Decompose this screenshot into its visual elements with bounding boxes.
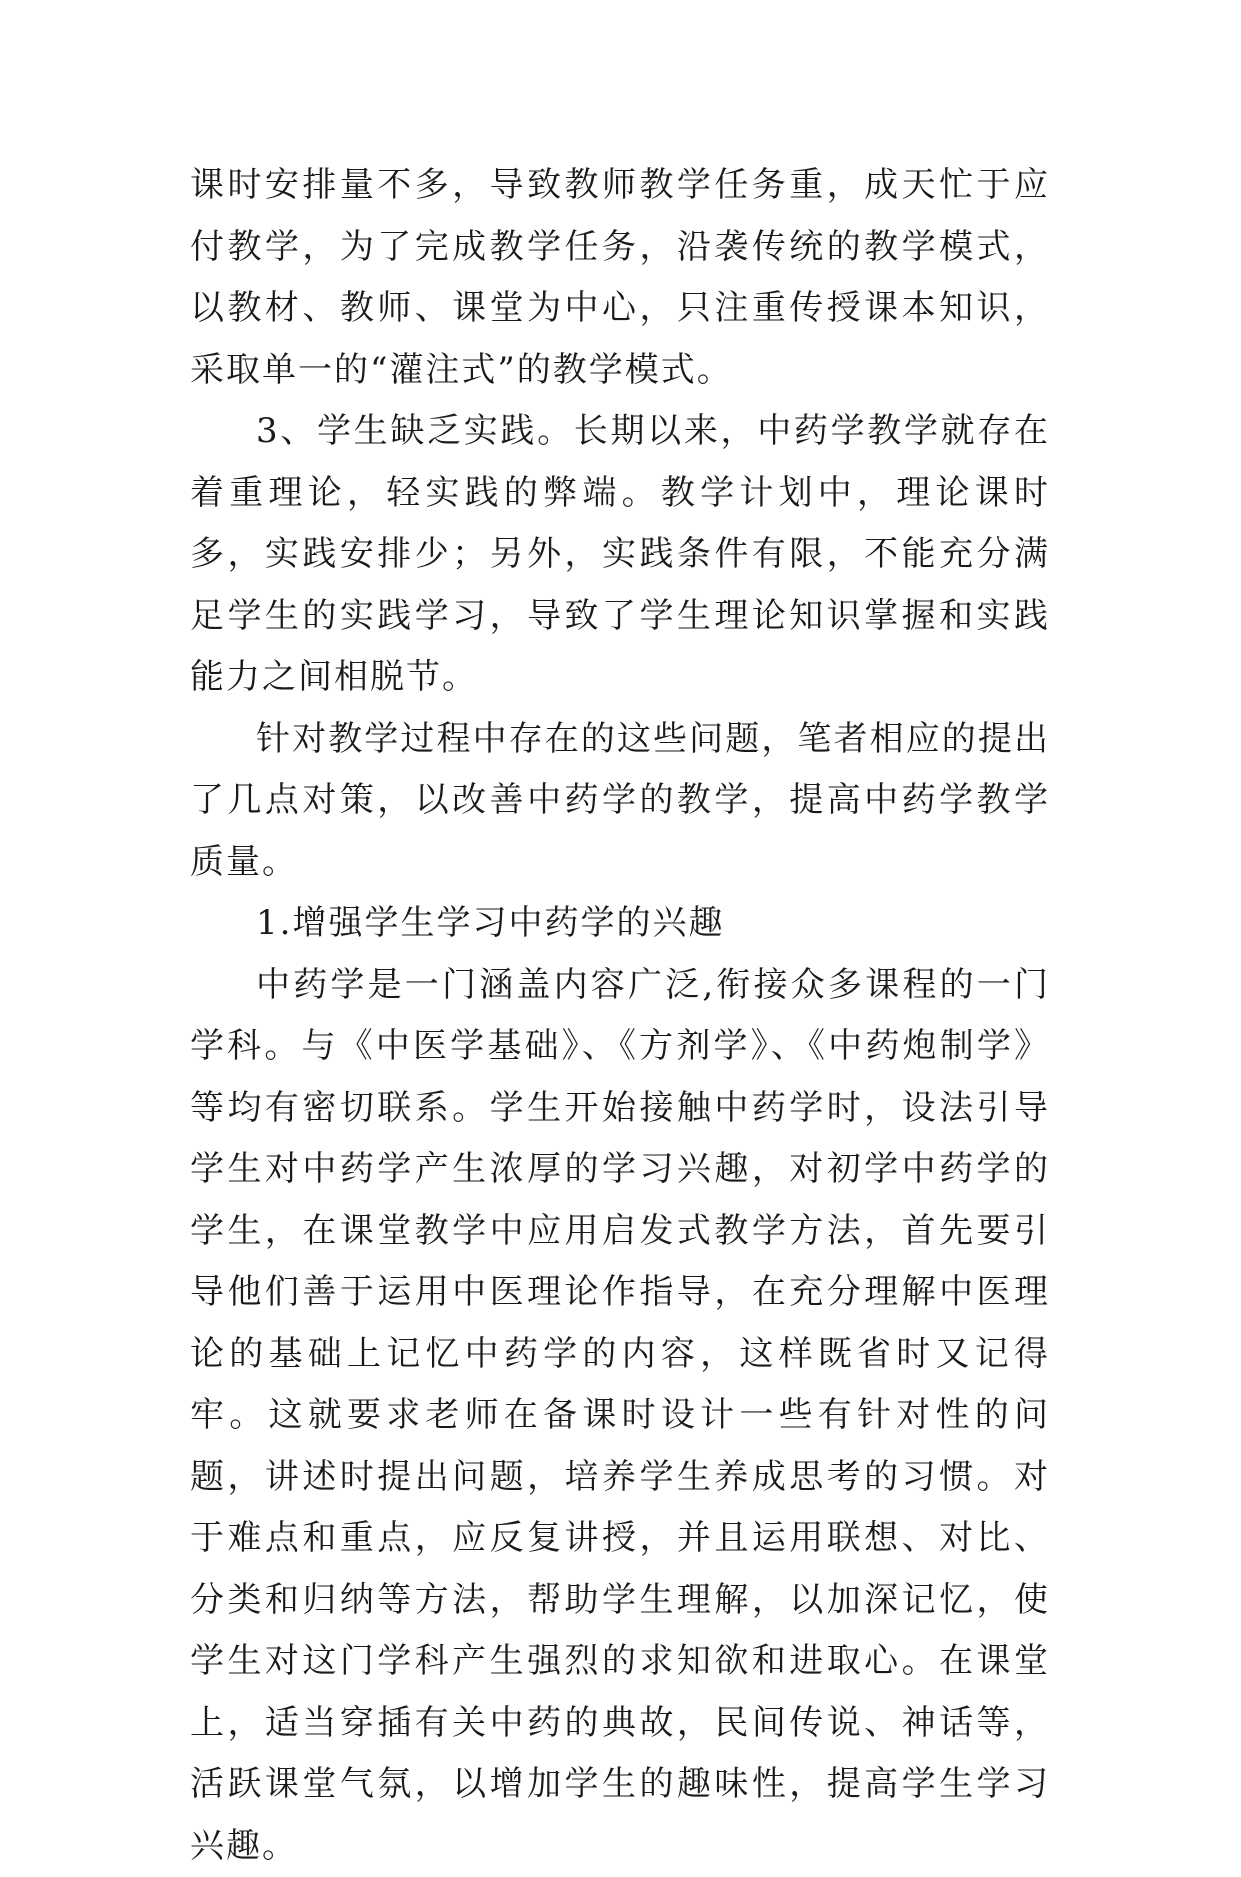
paragraph-interest-body: 中药学是一门涵盖内容广泛,衔接众多课程的一门学科。与《中医学基础》、《方剂学》、《中药炮制学》等均有密切联系。学生开始接触中药学时，设法引导学生对中药学产生浓厚的学习兴趣，对初学中药学的学生，在课堂教学中应用启发式教学方法，首先要引导他们善于运用中医理论作指导，在充分理解中医理论的基础上记忆中药学的内容，这样既省时又记得牢。这就要求老师在备课时设计一些有针对性的问题，讲述时提出问题，培养学生养成思考的习惯。对于难点和重点，应反复讲授，并且运用联想、对比、分类和归纳等方法，帮助学生理解，以加深记忆，使学生对这门学科产生强烈的求知欲和进取心。在课堂上，适当穿插有关中药的典故，民间传说、神话等，活跃课堂气氛，以增加学生的趣味性，提高学生学习兴趣。 xyxy=(190,955,1050,1877)
paragraph-countermeasures-intro: 针对教学过程中存在的这些问题，笔者相应的提出了几点对策，以改善中药学的教学，提高中药学教学质量。 xyxy=(190,709,1050,894)
body-text xyxy=(190,155,1050,1877)
paragraph-lack-of-practice: 3、学生缺乏实践。长期以来，中药学教学就存在着重理论，轻实践的弊端。教学计划中，理论课时多，实践安排少；另外，实践条件有限，不能充分满足学生的实践学习，导致了学生理论知识掌握和实践能力之间相脱节。 xyxy=(190,401,1050,709)
paragraph-teaching-load: 课时安排量不多，导致教师教学任务重，成天忙于应付教学，为了完成教学任务，沿袭传统的教学模式，以教材、教师、课堂为中心，只注重传授课本知识，采取单一的“灌注式”的教学模式。 xyxy=(190,155,1050,401)
section-heading-interest: 1.增强学生学习中药学的兴趣 xyxy=(190,893,1050,955)
